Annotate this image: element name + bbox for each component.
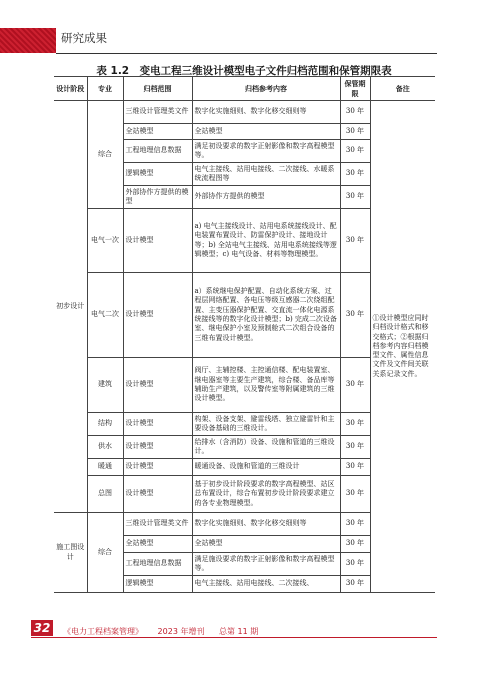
term-cell: 30 年: [340, 273, 370, 358]
term-cell: 30 年: [340, 140, 370, 163]
content-cell: a) 电气主接线设计、站用电系统接线设计、配电装置布置设计、防雷保护设计、接地设计等；b) 全站电气主接线、站用电系统接线等逻辑模型；c) 电气设备、材料等物理模型。: [192, 209, 340, 273]
term-cell: 30 年: [340, 436, 370, 459]
table-title: 表 1.2 变电工程三维设计模型电子文件归档范围和保管期限表: [96, 65, 392, 77]
scope-cell: 三维设计管理类文件: [123, 513, 192, 536]
scope-cell: 三维设计管理类文件: [123, 101, 192, 124]
specialty-cell: 暖通: [87, 459, 123, 476]
content-cell: 基于初步设计阶段要求的数字高程模型、站区总布置设计，综合布置初步设计阶段要求建立的各专业物理模型。: [192, 476, 340, 513]
scope-cell: 工程地理信息数据: [123, 140, 192, 163]
table-header-row: [54, 77, 435, 101]
header-notes: 备注: [370, 77, 435, 101]
content-cell: 数字化实施细则、数字化移交细则等: [192, 101, 340, 124]
scope-cell: 设计模型: [123, 209, 192, 273]
footer-divider: [31, 637, 437, 638]
specialty-cell: 建筑: [87, 358, 123, 413]
content-cell: 全站模型: [192, 536, 340, 553]
scope-cell: 设计模型: [123, 358, 192, 413]
term-cell: 30 年: [340, 186, 370, 209]
section-title: 研究成果: [61, 31, 107, 45]
scope-cell: 外部协作方提供的模型: [123, 186, 192, 209]
journal-name: 《电力工程档案管理》: [63, 627, 143, 636]
issue-label: 2023 年增刊: [157, 627, 205, 636]
term-cell: 30 年: [340, 476, 370, 513]
header-decoration: [0, 28, 56, 53]
content-cell: 给排水（含消防）设备、设施和管道的三维设计。: [192, 436, 340, 459]
term-cell: 30 年: [340, 124, 370, 140]
scope-cell: 设计模型: [123, 273, 192, 358]
specialty-cell: 综合: [87, 513, 123, 593]
scope-cell: 全站模型: [123, 536, 192, 553]
term-cell: 30 年: [340, 358, 370, 413]
header-divider: [56, 53, 437, 54]
specialty-cell: 供水: [87, 436, 123, 459]
notes-cell: ①设计模型应同时归档设计格式和移交格式；②根据归档参考内容归档模型文件、属性信息文件及文件间关联关系记录文件。: [370, 101, 435, 593]
scope-cell: 设计模型: [123, 413, 192, 436]
specialty-cell: 电气二次: [87, 273, 123, 358]
header-scope: 归档范围: [123, 77, 192, 101]
scope-cell: 设计模型: [123, 436, 192, 459]
specialty-cell: 电气一次: [87, 209, 123, 273]
total-issue-label: 总第 11 期: [219, 627, 259, 636]
content-cell: 电气主接线、站用电接线、二次接线、: [192, 576, 340, 593]
archive-scope-table: [54, 76, 435, 593]
content-cell: 外部协作方提供的模型: [192, 186, 340, 209]
content-cell: 数字化实施细则、数字化移交细则等: [192, 513, 340, 536]
term-cell: 30 年: [340, 101, 370, 124]
scope-cell: 逻辑模型: [123, 576, 192, 593]
content-cell: 满足初设要求的数字正射影像和数字高程模型等。: [192, 140, 340, 163]
page-number: 32: [31, 620, 53, 636]
term-cell: 30 年: [340, 459, 370, 476]
scope-cell: 设计模型: [123, 476, 192, 513]
scope-cell: 逻辑模型: [123, 163, 192, 186]
content-cell: 阀厅、主辅控楼、主控通信楼、配电装置室、继电器室等主要生产建筑，综合楼、备品库等辅助生产建筑，以及警传室等附属建筑的三维设计模型。: [192, 358, 340, 413]
content-cell: 暖通设备、设施和管道的三维设计: [192, 459, 340, 476]
header-content: 归档参考内容: [192, 77, 340, 101]
term-cell: 30 年: [340, 576, 370, 593]
header-term: 保管期限: [340, 77, 370, 101]
content-cell: 全站模型: [192, 124, 340, 140]
specialty-cell: 综合: [87, 101, 123, 209]
term-cell: 30 年: [340, 163, 370, 186]
stage-cell: 初步设计: [54, 101, 87, 513]
header-stage: 设计阶段: [54, 77, 87, 101]
specialty-cell: 结构: [87, 413, 123, 436]
header-specialty: 专业: [87, 77, 123, 101]
journal-info: [63, 626, 270, 637]
scope-cell: 全站模型: [123, 124, 192, 140]
content-cell: 构架、设备支架、避雷线塔、独立避雷针和主要设备基础的三维设计。: [192, 413, 340, 436]
content-cell: 电气主接线、站用电接线、二次接线、水暖系统流程图等: [192, 163, 340, 186]
term-cell: 30 年: [340, 413, 370, 436]
scope-cell: 工程地理信息数据: [123, 553, 192, 576]
term-cell: 30 年: [340, 513, 370, 536]
specialty-cell: 总图: [87, 476, 123, 513]
term-cell: 30 年: [340, 553, 370, 576]
scope-cell: 设计模型: [123, 459, 192, 476]
term-cell: 30 年: [340, 536, 370, 553]
term-cell: 30 年: [340, 209, 370, 273]
content-cell: 满足施设要求的数字正射影像和数字高程模型等。: [192, 553, 340, 576]
stage-cell: 施工图设计: [54, 513, 87, 593]
table-row: [54, 101, 435, 124]
content-cell: a）系统继电保护配置、自动化系统方案、过程层网络配置、各电压等级互感器二次绕组配置、主变压器保护配置、交直流一体化电源系统接线等的数字化设计模型；b) 完成二次设备室、继电保护小室及预制舱式二次组合设备的三维布置设计模型。: [192, 273, 340, 358]
